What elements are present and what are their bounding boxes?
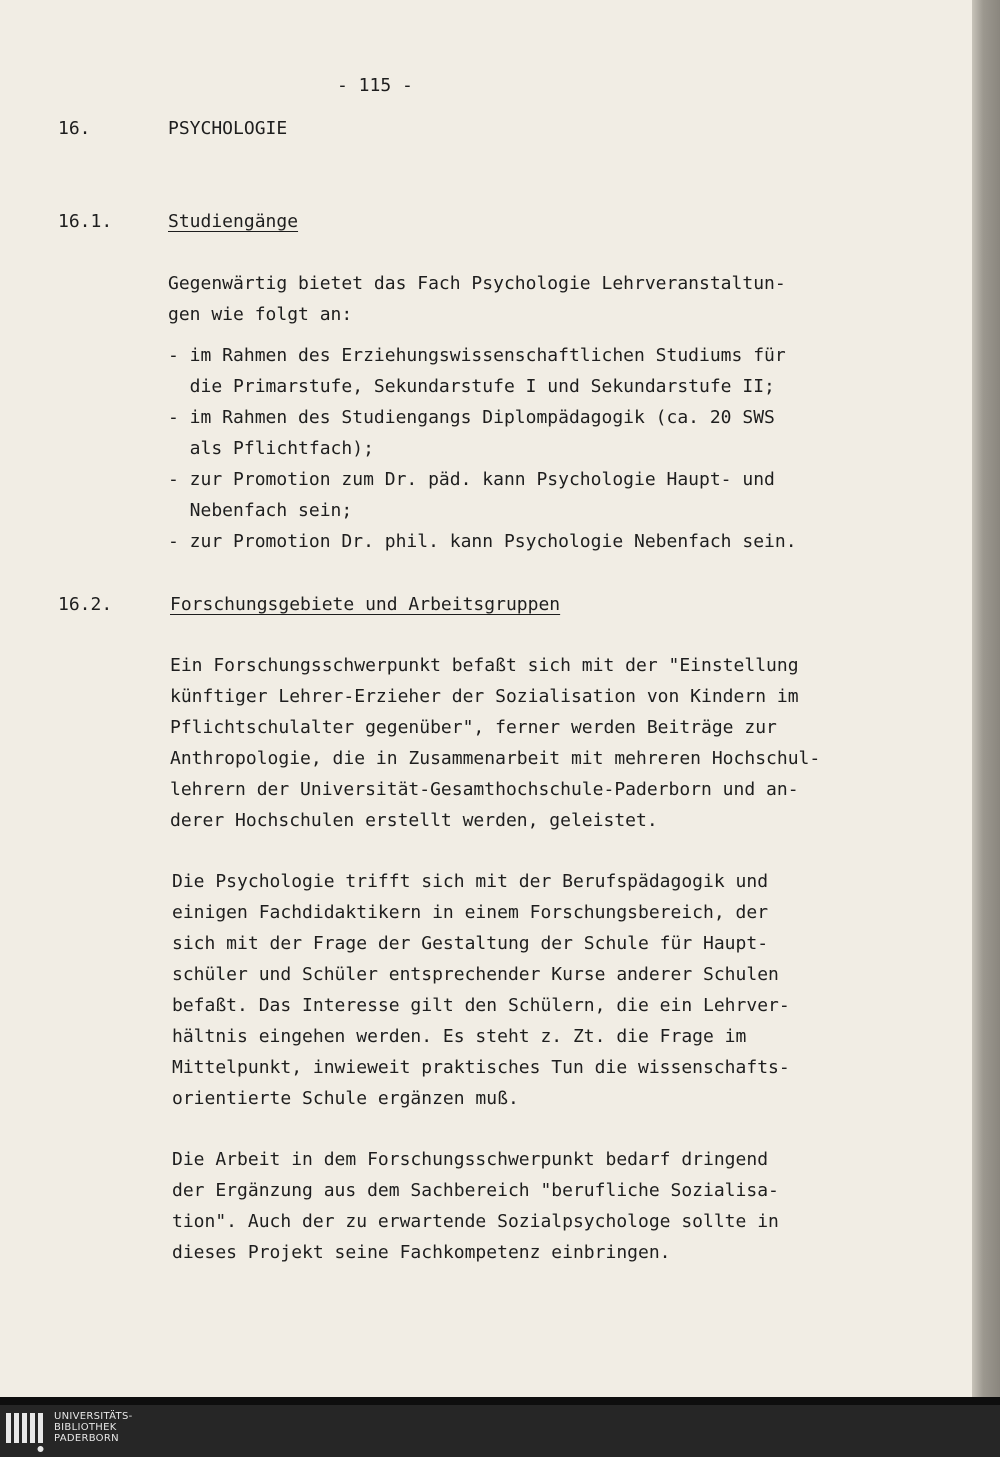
paragraph-line: künftiger Lehrer-Erzieher der Sozialisation von Kindern im <box>170 686 799 707</box>
library-logo <box>6 1409 156 1455</box>
paragraph-line: dieses Projekt seine Fachkompetenz einbringen. <box>172 1242 671 1263</box>
logo-line: PADERBORN <box>54 1433 119 1444</box>
intro-line: gen wie folgt an: <box>168 304 353 325</box>
library-logo-text <box>54 1411 133 1444</box>
page-edge-shadow <box>972 0 1000 1397</box>
paragraph-line: der Ergänzung aus dem Sachbereich "berufliche Sozialisa- <box>172 1180 779 1201</box>
paragraph-line: Anthropologie, die in Zusammenarbeit mit mehreren Hochschul- <box>170 748 821 769</box>
paragraph-line: lehrern der Universität-Gesamthochschule-Paderborn und an- <box>170 779 799 800</box>
paragraph-line: derer Hochschulen erstellt werden, geleistet. <box>170 810 658 831</box>
paragraph-line: Die Arbeit in dem Forschungsschwerpunkt bedarf dringend <box>172 1149 769 1170</box>
section-title: PSYCHOLOGIE <box>168 118 288 139</box>
paragraph-line: Ein Forschungsschwerpunkt befaßt sich mit der "Einstellung <box>170 655 799 676</box>
library-logo-bars-icon <box>6 1409 50 1455</box>
paragraph-line: einigen Fachdidaktikern in einem Forschungsbereich, der <box>172 902 769 923</box>
subsection-2-number: 16.2. <box>58 594 113 615</box>
list-line: - im Rahmen des Studiengangs Diplompädagogik (ca. 20 SWS <box>168 407 775 428</box>
intro-line: Gegenwärtig bietet das Fach Psychologie Lehrveranstaltun- <box>168 273 786 294</box>
paragraph-line: Mittelpunkt, inwieweit praktisches Tun die wissenschafts- <box>172 1057 790 1078</box>
list-line: als Pflichtfach); <box>168 438 374 459</box>
footer-rule <box>0 1397 1000 1405</box>
list-line: die Primarstufe, Sekundarstufe I und Sekundarstufe II; <box>168 376 775 397</box>
section-number: 16. <box>58 118 91 139</box>
paragraph-line: Pflichtschulalter gegenüber", ferner werden Beiträge zur <box>170 717 777 738</box>
subsection-1-heading: Studiengänge <box>168 211 299 232</box>
list-line: - zur Promotion Dr. phil. kann Psychologie Nebenfach sein. <box>168 531 797 552</box>
logo-line: UNIVERSITÄTS- <box>54 1411 133 1422</box>
logo-line: BIBLIOTHEK <box>54 1422 117 1433</box>
paragraph-line: befaßt. Das Interesse gilt den Schülern, die ein Lehrver- <box>172 995 790 1016</box>
list-line: Nebenfach sein; <box>168 500 353 521</box>
paragraph-line: tion". Auch der zu erwartende Sozialpsychologe sollte in <box>172 1211 779 1232</box>
list-line: - im Rahmen des Erziehungswissenschaftlichen Studiums für <box>168 345 786 366</box>
paragraph-line: Die Psychologie trifft sich mit der Berufspädagogik und <box>172 871 769 892</box>
paragraph-line: hältnis eingehen werden. Es steht z. Zt. die Frage im <box>172 1026 747 1047</box>
paragraph-line: sich mit der Frage der Gestaltung der Schule für Haupt- <box>172 933 769 954</box>
paragraph-line: orientierte Schule ergänzen muß. <box>172 1088 519 1109</box>
paragraph-line: schüler und Schüler entsprechender Kurse anderer Schulen <box>172 964 779 985</box>
list-line: - zur Promotion zum Dr. päd. kann Psychologie Haupt- und <box>168 469 775 490</box>
page-number: - 115 - <box>337 75 413 96</box>
subsection-1-number: 16.1. <box>58 211 113 232</box>
subsection-2-heading: Forschungsgebiete und Arbeitsgruppen <box>170 594 561 615</box>
